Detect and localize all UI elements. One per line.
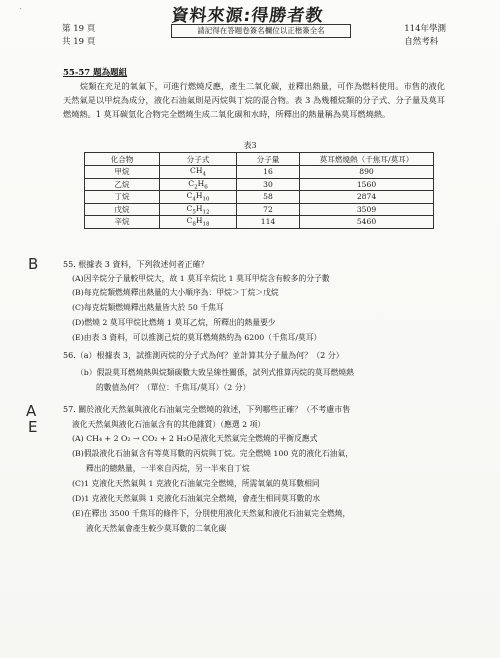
- cell-compound: 辛烷: [85, 216, 160, 229]
- q56-part-a: 56.（a）根據表 3，試推測丙烷的分子式為何？並計算其分子量為何？（2 分）: [63, 351, 344, 360]
- formula-base: C: [186, 216, 193, 226]
- q57-option-e-line1: (E)在釋出 3500 千焦耳的條件下，分別使用液化天然氣和液化石油氣完全燃燒，: [72, 509, 351, 518]
- cell-mass: 72: [237, 203, 300, 216]
- formula-h: H: [195, 191, 203, 201]
- exam-year: 114年學測: [404, 24, 446, 34]
- col-formula: 分子式: [160, 153, 237, 166]
- cell-formula: [160, 166, 237, 179]
- cell-compound: 丁烷: [85, 191, 160, 204]
- formula-sub: 2: [194, 184, 198, 191]
- exam-info-block: [404, 23, 446, 49]
- q57-option-c: (C)1 克液化天然氣與 1 克液化石油氣完全燃燒，所需氧氣的莫耳數相同: [72, 479, 320, 488]
- formula-sub: 4: [202, 171, 206, 178]
- cell-formula: [160, 191, 237, 204]
- table-row: [85, 178, 434, 191]
- q55-option-a: (A)因辛烷分子量較甲烷大，故 1 莫耳辛烷比 1 莫耳甲烷含有較多的分子數: [72, 274, 330, 283]
- page-total: 共 19 頁: [62, 37, 96, 47]
- signature-notice: 請記得在答題卷簽名欄位以正楷簽全名: [171, 24, 351, 38]
- formula-h: H: [197, 178, 205, 188]
- cell-mass: 30: [237, 178, 300, 191]
- q57-option-e-line2: 液化天然氣會產生較少莫耳數的二氧化碳: [86, 524, 227, 533]
- cell-heat: 5460: [300, 216, 434, 229]
- q55-option-c: (C)每克烷類燃燒釋出熱量皆大於 50 千焦耳: [72, 303, 224, 312]
- question-group-title: 55-57 題為題組: [63, 68, 128, 78]
- formula-sub: 4: [192, 196, 196, 203]
- formula-h: H: [195, 203, 203, 213]
- cell-mass: 114: [237, 216, 300, 229]
- formula-hsub: 10: [202, 196, 210, 203]
- formula-base: C: [186, 203, 193, 213]
- cell-formula: [160, 178, 237, 191]
- q55-option-d: (D)燃燒 2 莫耳甲烷比燃燒 1 莫耳乙烷，所釋出的熱量要少: [72, 318, 276, 327]
- q55-option-b: (B)每克烷類燃燒釋出熱量的大小順序為：甲烷＞丁烷＞戊烷: [72, 288, 279, 297]
- formula-hsub: 18: [202, 221, 210, 228]
- handwritten-answer-55: B: [28, 255, 39, 273]
- col-heat: 莫耳燃燒熱（千焦耳/莫耳）: [300, 153, 434, 166]
- handwritten-answer-57-a: A: [26, 402, 37, 420]
- cell-compound: 甲烷: [85, 166, 160, 179]
- formula-sub: 8: [192, 221, 196, 228]
- formula-base: C: [186, 191, 193, 201]
- formula-h: H: [195, 216, 203, 226]
- handwritten-source-title: 資料來源:得勝者教: [170, 6, 325, 26]
- q55-stem: 55. 根據表 3 資料，下列敘述何者正確？: [63, 260, 209, 269]
- q57-stem-line1: 57. 關於液化天然氣與液化石油氣完全燃燒的敘述，下列哪些正確？（不考慮市售: [63, 405, 351, 414]
- cell-heat: 890: [300, 166, 434, 179]
- q56-part-b-line2: 的數值為何？（單位：千焦耳/莫耳）（2 分）: [96, 383, 251, 392]
- scan-mark: ˙: [18, 8, 23, 18]
- col-mass: 分子量: [237, 153, 300, 166]
- formula-base: CH: [190, 166, 203, 175]
- cell-heat: 3509: [300, 203, 434, 216]
- cell-compound: 乙烷: [85, 178, 160, 191]
- cell-formula: [160, 216, 237, 229]
- q57-option-b-line2: 釋出的總熱量，一半來自丙烷，另一半來自丁烷: [86, 464, 250, 473]
- formula-sub: 5: [192, 209, 196, 216]
- formula-hsub: 6: [204, 184, 208, 191]
- q56-part-b-line1: （b）假設莫耳燃燒熱與烷類碳數大致呈線性關係，試列式推算丙烷的莫耳燃燒熱: [76, 368, 354, 377]
- cell-compound: 戊烷: [85, 203, 160, 216]
- cell-heat: 1560: [300, 178, 434, 191]
- q57-option-b-line1: (B)假設液化石油氣含有等莫耳數的丙烷與丁烷。完全燃燒 100 克的液化石油氣，: [72, 449, 354, 458]
- q57-stem-line2: 液化天然氣與液化石油氣含有的其他雜質）（應選 2 項）: [72, 420, 266, 429]
- alkane-table: [84, 152, 434, 229]
- handwritten-answer-57-e: E: [28, 418, 38, 436]
- table-row: [85, 166, 434, 179]
- formula-hsub: 12: [202, 209, 210, 216]
- question-group-intro: 烷類在充足的氧氣下，可進行燃燒反應，產生二氧化碳，並釋出熱量，可作為燃料使用。市售的液化天然氣是以甲烷為成分，液化石油氣則是丙烷與丁烷的混合物。表 3 為幾種烷類的分子式、分子量及莫耳燃燒熱。1 莫耳碳氫化合物完全燃燒生成二氧化碳和水時，所釋出的熱量稱為莫耳燃燒熱。: [63, 81, 445, 119]
- table-row: [85, 216, 434, 229]
- cell-mass: 16: [237, 166, 300, 179]
- cell-mass: 58: [237, 191, 300, 204]
- q55-option-e: (E)由表 3 資料，可以推測己烷的莫耳燃燒熱約為 6200（千焦耳/莫耳）: [72, 333, 322, 342]
- table-body: [85, 166, 434, 229]
- cell-formula: [160, 203, 237, 216]
- col-compound: 化合物: [85, 153, 160, 166]
- formula-base: C: [188, 178, 195, 188]
- cell-heat: 2874: [300, 191, 434, 204]
- table-row: [85, 191, 434, 204]
- table-row: [85, 203, 434, 216]
- page-number-block: [62, 23, 95, 49]
- table-caption: 表3: [243, 141, 257, 150]
- page-current: 第 19 頁: [62, 24, 96, 34]
- q57-option-a: (A) CH₄ + 2 O₂ → CO₂ + 2 H₂O是液化天然氣完全燃燒的平衡反應式: [72, 434, 318, 443]
- q57-option-d: (D)1 克液化天然氣與 1 克液化石油氣完全燃燒，會產生相同莫耳數的水: [72, 494, 321, 503]
- exam-subject: 自然考科: [404, 37, 439, 47]
- table-header-row: [85, 153, 434, 166]
